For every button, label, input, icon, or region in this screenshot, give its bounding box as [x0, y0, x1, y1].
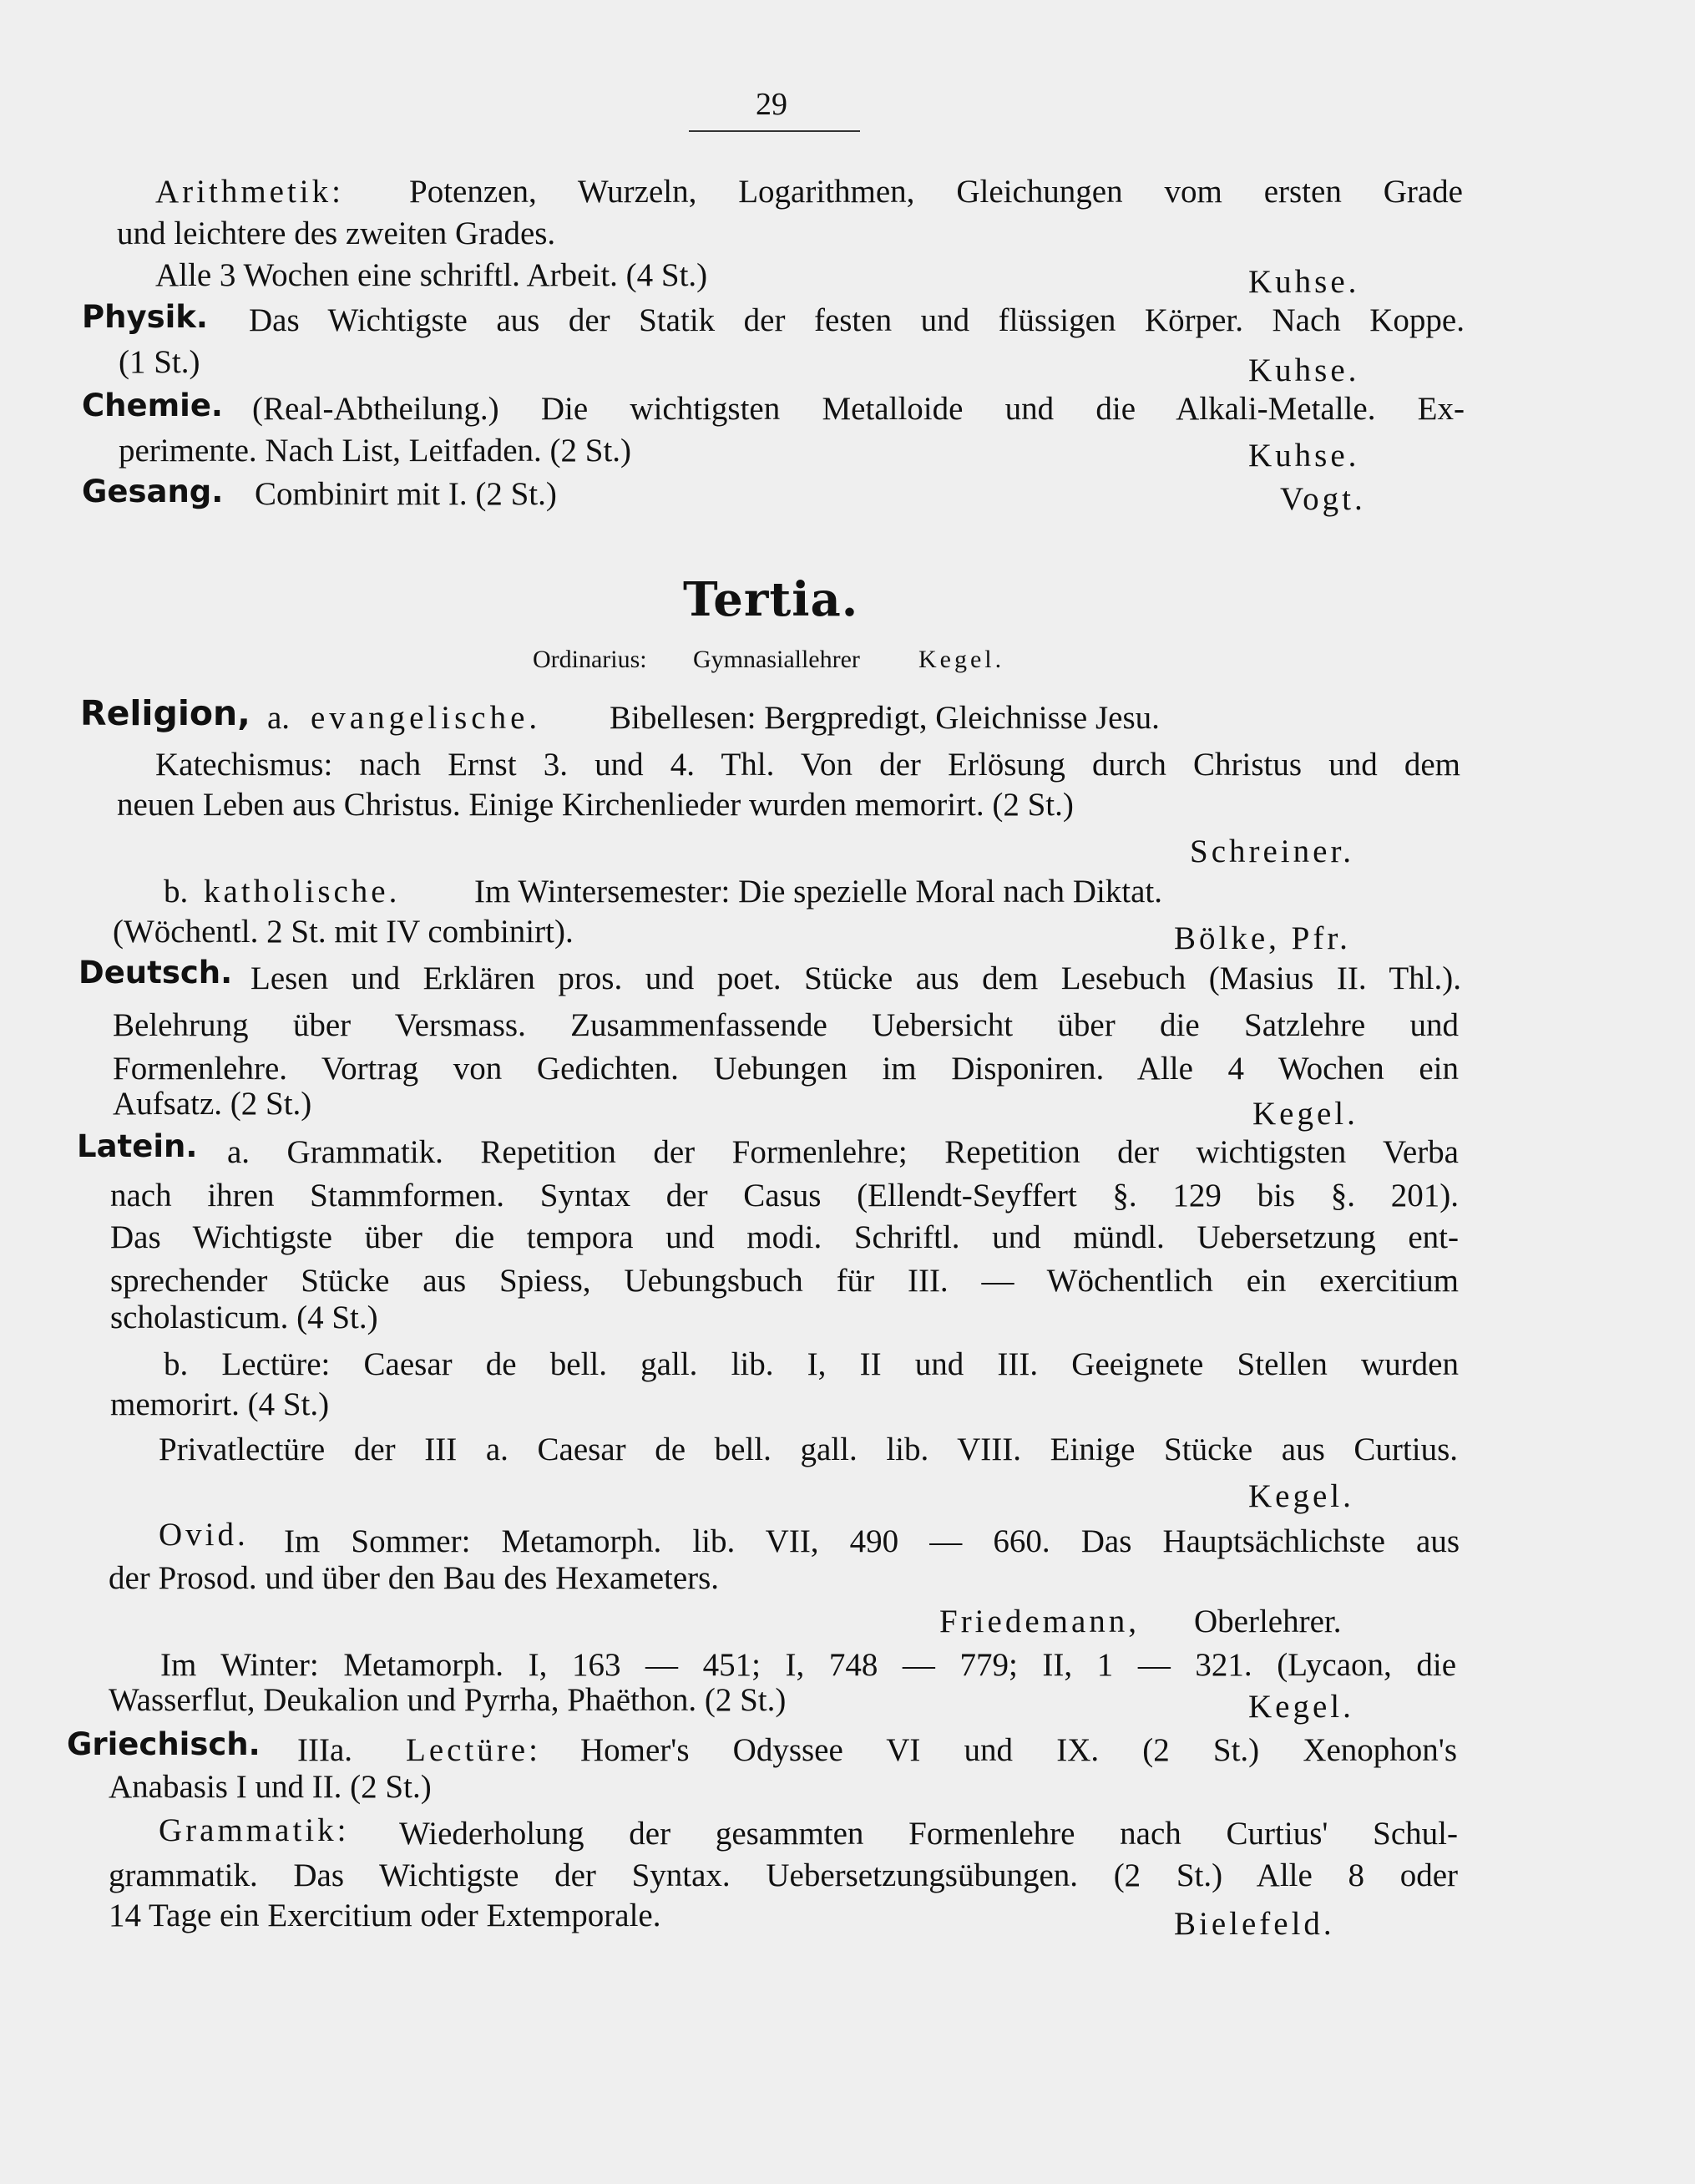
ordinarius-text: Gymnasiallehrer [693, 646, 860, 673]
latein-privat-teacher: Kegel. [1248, 1478, 1354, 1514]
deutsch-line-1: Lesen und Erklären pros. und poet. Stücke aus dem Lesebuch (Masius II. Thl.). [250, 960, 1461, 996]
page-number-rule [689, 130, 860, 132]
latein-line-3: Das Wichtigste über die tempora und modi. Schriftl. und mündl. Uebersetzung ent- [110, 1219, 1459, 1255]
religion-a-teacher: Schreiner. [1190, 834, 1355, 869]
religion-a-type: evangelische. [311, 700, 542, 736]
griechisch-lectuere-label: Lectüre: [406, 1732, 541, 1768]
griechisch-line-1: Homer's Odyssee VI und IX. (2 St.) Xenophon's [580, 1732, 1457, 1768]
arithmetik-teacher: Kuhse. [1248, 264, 1360, 300]
ovid-teacher-name: Friedemann, [939, 1604, 1141, 1639]
grammatik-label: Grammatik: [159, 1812, 350, 1848]
chemie-line-1: (Real-Abtheilung.) Die wichtigsten Metalloide und die Alkali-Metalle. Ex- [252, 391, 1465, 427]
ovid-line-1: Im Sommer: Metamorph. lib. VII, 490 — 660. Das Hauptsächlichste aus [284, 1523, 1460, 1559]
latein-line-5: scholasticum. (4 St.) [110, 1300, 378, 1335]
arithmetik-line-3: Alle 3 Wochen eine schriftl. Arbeit. (4 St.) [155, 257, 708, 293]
arithmetik-line-2: und leichtere des zweiten Grades. [117, 215, 556, 251]
religion-a-label: a. [267, 700, 291, 736]
latein-b-line-2: memorirt. (4 St.) [110, 1386, 330, 1422]
religion-heading: Religion, [80, 693, 250, 733]
religion-a-line-3: neuen Leben aus Christus. Einige Kirchenlieder wurden memorirt. (2 St.) [117, 787, 1074, 823]
arithmetik-label: Arithmetik: [155, 174, 344, 210]
latein-line-1: a. Grammatik. Repetition der Formenlehre; Repetition der wichtigsten Verba [227, 1134, 1459, 1170]
religion-b-teacher: Bölke, Pfr. [1174, 920, 1351, 956]
winter-line-2: Wasserflut, Deukalion und Pyrrha, Phaëthon. (2 St.) [109, 1682, 787, 1718]
chemie-teacher: Kuhse. [1248, 438, 1360, 474]
latein-line-4: sprechender Stücke aus Spiess, Uebungsbuch für III. — Wöchentlich ein exercitium [110, 1263, 1459, 1299]
grammatik-line-2: grammatik. Das Wichtigste der Syntax. Uebersetzungsübungen. (2 St.) Alle 8 oder [109, 1857, 1458, 1893]
ovid-teacher-title: Oberlehrer. [1194, 1604, 1342, 1639]
ovid-label: Ovid. [159, 1517, 249, 1553]
griechisch-class: IIIa. [297, 1732, 353, 1768]
ordinarius-name: Kegel. [918, 646, 1005, 673]
arithmetik-line-1: Potenzen, Wurzeln, Logarithmen, Gleichungen vom ersten Grade [409, 174, 1463, 210]
deutsch-line-2: Belehrung über Versmass. Zusammenfassende Uebersicht über die Satzlehre und [113, 1007, 1459, 1043]
griechisch-line-2: Anabasis I und II. (2 St.) [109, 1769, 432, 1805]
religion-b-line-2: (Wöchentl. 2 St. mit IV combinirt). [113, 914, 574, 950]
religion-a-line-2: Katechismus: nach Ernst 3. und 4. Thl. Von der Erlösung durch Christus und dem [155, 747, 1460, 783]
latein-heading: Latein. [77, 1128, 198, 1164]
deutsch-heading: Deutsch. [78, 955, 233, 991]
gesang-teacher: Vogt. [1280, 481, 1366, 517]
latein-privat-line-1: Privatlectüre der III a. Caesar de bell. gall. lib. VIII. Einige Stücke aus Curtius. [159, 1432, 1458, 1467]
griechisch-heading: Griechisch. [67, 1726, 261, 1762]
physik-line-1: Das Wichtigste aus der Statik der festen und flüssigen Körper. Nach Koppe. [249, 302, 1465, 338]
grammatik-teacher: Bielefeld. [1174, 1906, 1335, 1942]
chemie-heading: Chemie. [82, 388, 223, 423]
religion-b-line-1: Im Wintersemester: Die spezielle Moral nach Diktat. [474, 874, 1163, 910]
deutsch-line-3: Formenlehre. Vortrag von Gedichten. Uebungen im Disponiren. Alle 4 Wochen ein [113, 1051, 1459, 1087]
physik-line-2: (1 St.) [119, 344, 200, 380]
section-title-tertia: Tertia. [683, 572, 859, 627]
gesang-line-1: Combinirt mit I. (2 St.) [255, 476, 557, 512]
grammatik-line-3: 14 Tage ein Exercitium oder Extemporale. [109, 1898, 661, 1933]
physik-teacher: Kuhse. [1248, 352, 1360, 388]
page-number: 29 [756, 87, 787, 122]
ordinarius-label: Ordinarius: [533, 646, 647, 673]
deutsch-line-4: Aufsatz. (2 St.) [113, 1086, 312, 1122]
religion-b-type: katholische. [204, 874, 401, 910]
deutsch-teacher: Kegel. [1252, 1096, 1359, 1132]
winter-line-1: Im Winter: Metamorph. I, 163 — 451; I, 748 — 779; II, 1 — 321. (Lycaon, die [160, 1647, 1456, 1683]
ovid-line-2: der Prosod. und über den Bau des Hexameters. [109, 1560, 720, 1596]
latein-line-2: nach ihren Stammformen. Syntax der Casus (Ellendt-Seyffert §. 129 bis §. 201). [110, 1178, 1459, 1214]
grammatik-line-1: Wiederholung der gesammten Formenlehre nach Curtius' Schul- [399, 1816, 1458, 1852]
physik-heading: Physik. [82, 299, 208, 335]
latein-b-line-1: b. Lectüre: Caesar de bell. gall. lib. I, II und III. Geeignete Stellen wurden [164, 1346, 1459, 1382]
gesang-heading: Gesang. [82, 474, 224, 509]
chemie-line-2: perimente. Nach List, Leitfaden. (2 St.) [119, 433, 632, 469]
religion-a-line-1: Bibellesen: Bergpredigt, Gleichnisse Jesu. [610, 700, 1160, 736]
winter-teacher: Kegel. [1248, 1689, 1354, 1725]
religion-b-label: b. [164, 874, 189, 910]
